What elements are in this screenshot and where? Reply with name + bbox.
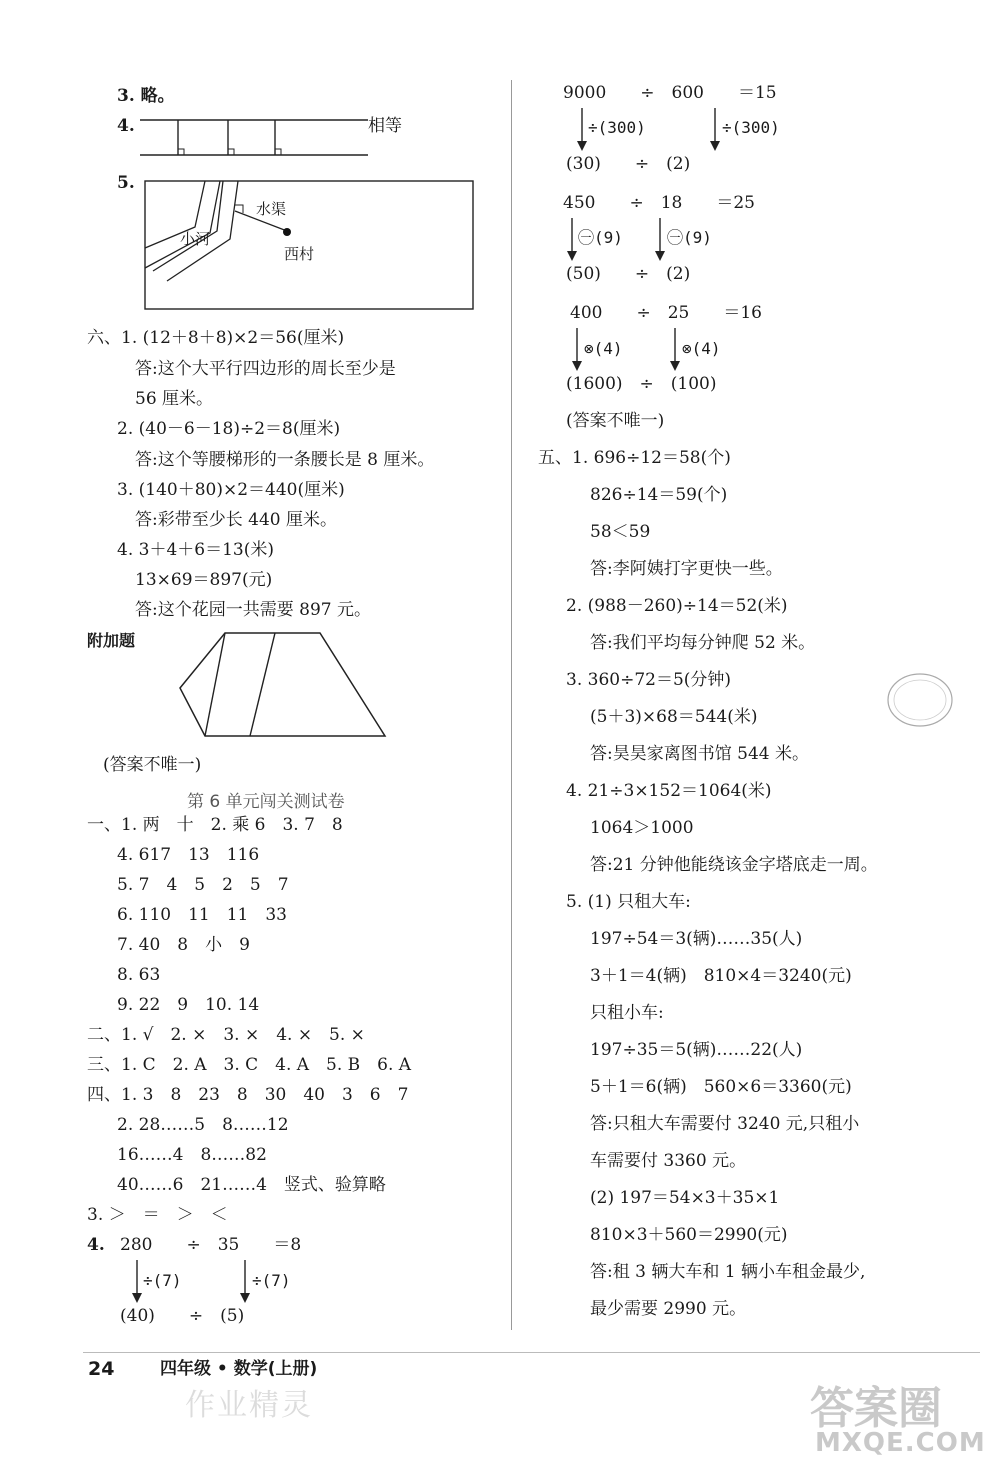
s5-q1-compare: 58＜59 [590,522,651,542]
s6-q1-answer: 答:这个大平行四边形的周长至少是 [135,359,396,379]
s5-q2-answer: 答:我们平均每分钟爬 52 米。 [590,633,816,653]
s5-q5-answer2-cont: 最少需要 2990 元。 [590,1299,747,1319]
q2-judgement: 二、1. √ 2. × 3. × 4. × 5. × [87,1025,365,1045]
q4-3: 3. ＞ ＝ ＞ ＜ [87,1205,228,1225]
s5-q5-answer1: 答:只租大车需要付 3240 元,只租小 [590,1114,860,1134]
s6-q3: 3. (140＋80)×2＝440(厘米) [117,480,345,500]
div-chain-2-op2: ㊀(9) [667,228,712,247]
footer-rule [83,1352,980,1353]
s5-q1: 五、1. 696÷12＝58(个) [538,448,731,468]
book-title: 四年级 • 数学(上册) [160,1359,318,1379]
s5-q4-compare: 1064＞1000 [590,818,694,838]
s5-q5-line2: 197÷54＝3(辆)……35(人) [590,929,803,949]
brand-watermark: 答案圈 [810,1383,942,1434]
item-5-number: 5. [117,173,135,193]
s5-q5: 5. (1) 只租大车: [566,892,691,912]
column-divider [511,80,512,1330]
q1-7: 7. 40 8 小 9 [117,935,250,955]
s5-q5-line4: 只租小车: [590,1003,664,1023]
s6-q1: 六、1. (12＋8＋8)×2＝56(厘米) [87,328,345,348]
q4-4-op1: ÷(7) [143,1271,182,1290]
url-watermark: MXQE.COM [815,1428,986,1458]
div-chain-3-op2: ⊗(4) [682,339,721,358]
s5-q5-answer2: 答:租 3 辆大车和 1 辆小车租金最少, [590,1262,866,1282]
div-chain-2-top: 450 ÷ 18 ＝25 [563,193,755,213]
s5-q3-answer: 答:昊昊家离图书馆 544 米。 [590,744,809,764]
s6-q4: 4. 3＋4＋6＝13(米) [117,540,274,560]
q1-5: 5. 7 4 5 2 5 7 [117,875,289,895]
parallel-lines-figure [140,115,370,160]
answer-not-unique-note-right: (答案不唯一) [566,411,665,431]
q1-9: 9. 22 9 10. 14 [117,995,260,1015]
q1-1: 一、1. 两 十 2. 乘 6 3. 7 8 [87,815,343,835]
q4-2: 2. 28……5 8……12 [117,1115,289,1135]
q4-1: 四、1. 3 8 23 8 30 40 3 6 7 [87,1085,409,1105]
trapezoid-figure [180,633,390,743]
item-4-number: 4. [117,116,135,136]
item-3: 3. 略。 [117,86,175,106]
s6-q2-answer: 答:这个等腰梯形的一条腰长是 8 厘米。 [135,450,435,470]
s5-q3: 3. 360÷72＝5(分钟) [566,670,732,690]
village-label: 西村 [284,245,315,263]
s5-q4-answer: 答:21 分钟他能绕该金字塔底走一周。 [590,855,878,875]
s5-q4: 4. 21÷3×152＝1064(米) [566,781,772,801]
s5-q1-calc: 826÷14＝59(个) [590,485,728,505]
q4-2-row3: 40……6 21……4 竖式、验算略 [117,1175,386,1195]
equal-text: 相等 [368,116,402,136]
q4-4-top: 280 ÷ 35 ＝8 [120,1235,302,1255]
q4-4-number: 4. [87,1235,105,1255]
s6-q1-answer-cont: 56 厘米。 [135,389,214,409]
s5-q5-line3: 3＋1＝4(辆) 810×4＝3240(元) [590,966,852,986]
s5-q5-part2: (2) 197＝54×3＋35×1 [590,1188,780,1208]
s6-q4-answer: 答:这个花园一共需要 897 元。 [135,600,371,620]
div-chain-3-top: 400 ÷ 25 ＝16 [570,303,762,323]
faint-watermark: 作业精灵 [185,1388,313,1423]
answer-not-unique-note: (答案不唯一) [103,755,202,775]
div-chain-3-op1: ⊗(4) [584,339,623,358]
unit-test-title: 第 6 单元闯关测试卷 [187,792,345,812]
q4-2-row2: 16……4 8……82 [117,1145,267,1165]
s6-q3-answer: 答:彩带至少长 440 厘米。 [135,510,337,530]
div-chain-2-op1: ㊀(9) [578,228,623,247]
s6-q2: 2. (40－6－18)÷2＝8(厘米) [117,419,341,439]
div-chain-1-bottom: (30) ÷ (2) [566,154,691,174]
div-chain-2-bottom: (50) ÷ (2) [566,264,691,284]
q1-6: 6. 110 11 11 33 [117,905,287,925]
div-chain-1-top: 9000 ÷ 600 ＝15 [563,83,777,103]
canal-label: 水渠 [256,200,287,218]
q3-choice: 三、1. C 2. A 3. C 4. A 5. B 6. A [87,1055,412,1075]
s5-q5-line5: 197÷35＝5(辆)……22(人) [590,1040,803,1060]
extra-heading: 附加题 [87,631,136,650]
s5-q2: 2. (988－260)÷14＝52(米) [566,596,788,616]
q1-4: 4. 617 13 116 [117,845,260,865]
s6-q4-calc: 13×69＝897(元) [135,570,273,590]
div-chain-1-op2: ÷(300) [722,118,780,137]
river-label: 小河 [180,230,211,248]
q4-4-op2: ÷(7) [252,1271,291,1290]
page-number: 24 [88,1358,115,1380]
s5-q5-line6: 5＋1＝6(辆) 560×6＝3360(元) [590,1077,852,1097]
s5-q1-answer: 答:李阿姨打字更快一些。 [590,559,783,579]
q4-4-bottom: (40) ÷ (5) [120,1306,245,1326]
q1-8: 8. 63 [117,965,161,985]
div-chain-1-op1: ÷(300) [588,118,646,137]
stamp-icon [885,670,955,730]
s5-q5-answer1-cont: 车需要付 3360 元。 [590,1151,747,1171]
div-chain-3-bottom: (1600) ÷ (100) [566,374,717,394]
s5-q5-part2-calc: 810×3＋560＝2990(元) [590,1225,788,1245]
s5-q3-calc: (5＋3)×68＝544(米) [590,707,758,727]
